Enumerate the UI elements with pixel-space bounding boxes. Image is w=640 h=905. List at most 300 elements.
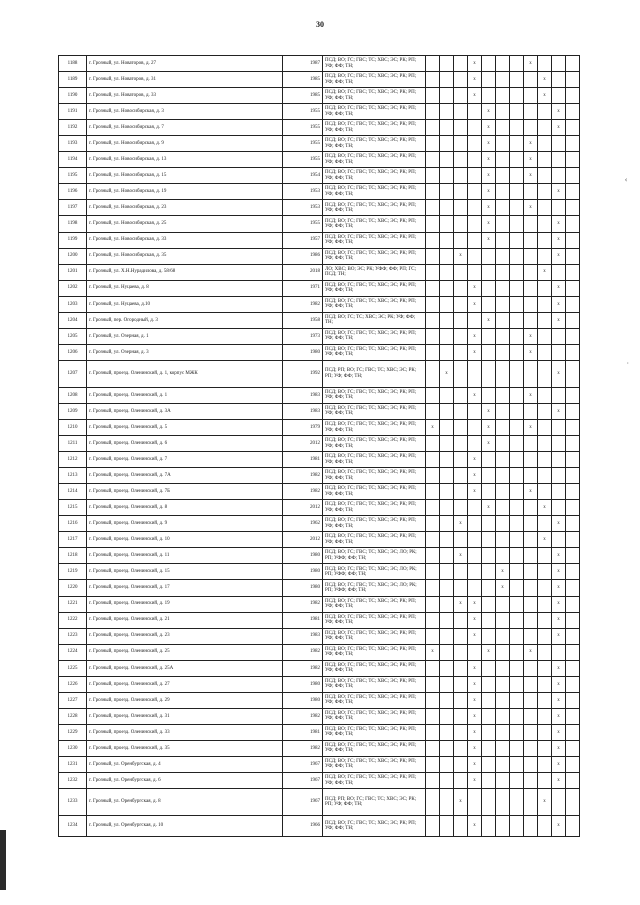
- period-mark-cell: [566, 532, 580, 548]
- period-mark-cell: [524, 452, 538, 468]
- period-mark-cell: [524, 264, 538, 280]
- works-list-cell: ПСД; ВО; ГС; ГВС; ТС; ХВС; ЭС; РК; РП; УФ; ФФ; ТН;: [323, 387, 426, 403]
- works-list-cell: ПСД; ВО; ГС; ГВС; ТС; ХВС; ЭС; ЛО; РК; РП; УФФ; ФФ; ТН;: [323, 564, 426, 580]
- year-cell: 1982: [283, 740, 323, 756]
- period-mark-cell: [496, 676, 510, 692]
- period-mark-cell: x: [524, 200, 538, 216]
- row-number-cell: 1234: [59, 816, 87, 837]
- period-mark-cell: x: [468, 280, 482, 296]
- period-mark-cell: [496, 500, 510, 516]
- row-number-cell: 1233: [59, 789, 87, 816]
- period-mark-cell: [510, 532, 524, 548]
- period-mark-cell: [468, 644, 482, 660]
- year-cell: 1955: [283, 104, 323, 120]
- period-mark-cell: [538, 773, 552, 789]
- period-mark-cell: [426, 484, 440, 500]
- period-mark-cell: x: [524, 136, 538, 152]
- period-mark-cell: [510, 216, 524, 232]
- period-mark-cell: [440, 452, 454, 468]
- table-row: [59, 500, 580, 516]
- period-mark-cell: [524, 184, 538, 200]
- works-list-cell: ПСД; ВО; ГС; ГВС; ТС; ХВС; ЭС; ЛО; РК; РП; УФФ; ФФ; ТН;: [323, 580, 426, 596]
- building-registry-table: [58, 55, 580, 837]
- row-number-cell: 1218: [59, 548, 87, 564]
- period-mark-cell: [440, 280, 454, 296]
- period-mark-cell: [566, 248, 580, 264]
- period-mark-cell: [538, 612, 552, 628]
- period-mark-cell: [454, 232, 468, 248]
- year-cell: 2012: [283, 436, 323, 452]
- address-cell: г. Грозный, проезд. Оленинский, д. 8: [87, 500, 283, 516]
- period-mark-cell: [440, 816, 454, 837]
- table-row: [59, 724, 580, 740]
- period-mark-cell: [440, 740, 454, 756]
- period-mark-cell: x: [482, 419, 496, 435]
- table-row: [59, 628, 580, 644]
- period-mark-cell: [538, 120, 552, 136]
- period-mark-cell: [538, 724, 552, 740]
- period-mark-cell: [552, 344, 566, 360]
- period-mark-cell: x: [468, 756, 482, 772]
- row-number-cell: 1192: [59, 120, 87, 136]
- period-mark-cell: [426, 452, 440, 468]
- works-list-cell: ПСД; ВО; ГС; ГВС; ТС; ХВС; ЭС; РК; РП; УФ; ФФ; ТН;: [323, 56, 426, 72]
- period-mark-cell: [524, 120, 538, 136]
- year-cell: 1953: [283, 200, 323, 216]
- period-mark-cell: [496, 660, 510, 676]
- period-mark-cell: x: [524, 168, 538, 184]
- period-mark-cell: x: [468, 72, 482, 88]
- period-mark-cell: [552, 532, 566, 548]
- period-mark-cell: x: [482, 403, 496, 419]
- period-mark-cell: [482, 692, 496, 708]
- year-cell: 1953: [283, 184, 323, 200]
- period-mark-cell: [524, 296, 538, 312]
- period-mark-cell: x: [538, 789, 552, 816]
- period-mark-cell: [440, 104, 454, 120]
- period-mark-cell: [552, 136, 566, 152]
- period-mark-cell: [510, 452, 524, 468]
- year-cell: 1980: [283, 564, 323, 580]
- row-number-cell: 1200: [59, 248, 87, 264]
- year-cell: 1982: [283, 596, 323, 612]
- works-list-cell: ПСД; ВО; ГС; ГВС; ТС; ХВС; ЭС; РК; РП; УФ; ФФ; ТН;: [323, 436, 426, 452]
- year-cell: 1982: [283, 484, 323, 500]
- year-cell: 1982: [283, 708, 323, 724]
- period-mark-cell: [468, 436, 482, 452]
- period-mark-cell: x: [538, 264, 552, 280]
- period-mark-cell: [566, 184, 580, 200]
- works-list-cell: ПСД; ВО; ГС; ГВС; ТС; ХВС; ЭС; РК; РП; УФ; ФФ; ТН;: [323, 152, 426, 168]
- period-mark-cell: [426, 500, 440, 516]
- period-mark-cell: x: [454, 248, 468, 264]
- address-cell: г. Грозный, ул. Озерная, д. 1: [87, 328, 283, 344]
- period-mark-cell: x: [468, 468, 482, 484]
- period-mark-cell: [426, 344, 440, 360]
- period-mark-cell: [552, 789, 566, 816]
- period-mark-cell: [440, 264, 454, 280]
- period-mark-cell: [566, 232, 580, 248]
- period-mark-cell: x: [468, 88, 482, 104]
- period-mark-cell: x: [468, 484, 482, 500]
- period-mark-cell: [496, 484, 510, 500]
- period-mark-cell: [496, 644, 510, 660]
- period-mark-cell: [510, 436, 524, 452]
- period-mark-cell: x: [538, 72, 552, 88]
- period-mark-cell: [426, 564, 440, 580]
- period-mark-cell: [454, 360, 468, 387]
- period-mark-cell: x: [552, 216, 566, 232]
- period-mark-cell: [496, 612, 510, 628]
- row-number-cell: 1224: [59, 644, 87, 660]
- period-mark-cell: x: [552, 120, 566, 136]
- period-mark-cell: [524, 692, 538, 708]
- address-cell: г. Грозный, ул. Новосибирская, д. 13: [87, 152, 283, 168]
- period-mark-cell: [440, 216, 454, 232]
- table-row: [59, 740, 580, 756]
- period-mark-cell: [524, 360, 538, 387]
- period-mark-cell: [482, 789, 496, 816]
- period-mark-cell: [468, 532, 482, 548]
- period-mark-cell: [552, 264, 566, 280]
- period-mark-cell: [482, 580, 496, 596]
- period-mark-cell: [440, 403, 454, 419]
- address-cell: г. Грозный, проезд. Оленинский, д. 9: [87, 516, 283, 532]
- period-mark-cell: [510, 724, 524, 740]
- period-mark-cell: [454, 644, 468, 660]
- period-mark-cell: [524, 72, 538, 88]
- works-list-cell: ПСД; ВО; ГС; ГВС; ТС; ХВС; ЭС; РК; РП; УФ; ФФ; ТН;: [323, 216, 426, 232]
- year-cell: 1983: [283, 387, 323, 403]
- row-number-cell: 1230: [59, 740, 87, 756]
- year-cell: 1980: [283, 580, 323, 596]
- period-mark-cell: [524, 436, 538, 452]
- period-mark-cell: [426, 88, 440, 104]
- period-mark-cell: [510, 387, 524, 403]
- period-mark-cell: [538, 516, 552, 532]
- period-mark-cell: [468, 136, 482, 152]
- period-mark-cell: [454, 708, 468, 724]
- year-cell: 1979: [283, 419, 323, 435]
- table-row: [59, 280, 580, 296]
- row-number-cell: 1190: [59, 88, 87, 104]
- period-mark-cell: [454, 200, 468, 216]
- row-number-cell: 1213: [59, 468, 87, 484]
- period-mark-cell: [482, 296, 496, 312]
- address-cell: г. Грозный, ул. Оренбургская, д. 10: [87, 816, 283, 837]
- works-list-cell: ПСД; ВО; ГС; ГВС; ТС; ХВС; ЭС; РК; РП; УФ; ФФ; ТН;: [323, 280, 426, 296]
- period-mark-cell: [510, 72, 524, 88]
- period-mark-cell: x: [482, 120, 496, 136]
- row-number-cell: 1221: [59, 596, 87, 612]
- row-number-cell: 1197: [59, 200, 87, 216]
- row-number-cell: 1229: [59, 724, 87, 740]
- period-mark-cell: [552, 484, 566, 500]
- period-mark-cell: [496, 516, 510, 532]
- period-mark-cell: [566, 789, 580, 816]
- year-cell: 1982: [283, 644, 323, 660]
- period-mark-cell: [426, 56, 440, 72]
- address-cell: г. Грозный, проезд. Оленинский, д. 10: [87, 532, 283, 548]
- period-mark-cell: x: [468, 328, 482, 344]
- address-cell: г. Грозный, проезд. Оленинский, д. 7Б: [87, 484, 283, 500]
- row-number-cell: 1199: [59, 232, 87, 248]
- works-list-cell: ПСД; ВО; ГС; ГВС; ТС; ХВС; ЭС; РК; РП; УФ; ФФ; ТН;: [323, 532, 426, 548]
- period-mark-cell: [440, 72, 454, 88]
- period-mark-cell: x: [552, 580, 566, 596]
- year-cell: 1986: [283, 248, 323, 264]
- period-mark-cell: [566, 628, 580, 644]
- period-mark-cell: x: [552, 628, 566, 644]
- period-mark-cell: x: [552, 692, 566, 708]
- period-mark-cell: [454, 184, 468, 200]
- period-mark-cell: [426, 756, 440, 772]
- period-mark-cell: [496, 724, 510, 740]
- period-mark-cell: [426, 516, 440, 532]
- period-mark-cell: [482, 773, 496, 789]
- period-mark-cell: [440, 136, 454, 152]
- period-mark-cell: [538, 676, 552, 692]
- period-mark-cell: [482, 264, 496, 280]
- scan-edge-mark: ·: [626, 360, 630, 367]
- period-mark-cell: [440, 789, 454, 816]
- period-mark-cell: [510, 484, 524, 500]
- row-number-cell: 1220: [59, 580, 87, 596]
- period-mark-cell: [468, 104, 482, 120]
- period-mark-cell: [426, 120, 440, 136]
- period-mark-cell: x: [468, 660, 482, 676]
- period-mark-cell: [440, 436, 454, 452]
- period-mark-cell: [538, 56, 552, 72]
- period-mark-cell: [468, 403, 482, 419]
- year-cell: 1955: [283, 120, 323, 136]
- period-mark-cell: [552, 419, 566, 435]
- works-list-cell: ПСД; ВО; ГС; ГВС; ТС; ХВС; ЭС; РК; РП; УФ; ФФ; ТН;: [323, 816, 426, 837]
- period-mark-cell: [426, 387, 440, 403]
- period-mark-cell: [482, 708, 496, 724]
- table-row: [59, 88, 580, 104]
- year-cell: 1955: [283, 136, 323, 152]
- address-cell: г. Грозный, проезд. Оленинский, д. 1: [87, 387, 283, 403]
- period-mark-cell: [538, 816, 552, 837]
- period-mark-cell: [524, 88, 538, 104]
- period-mark-cell: [566, 436, 580, 452]
- year-cell: 1982: [283, 468, 323, 484]
- year-cell: 1981: [283, 724, 323, 740]
- year-cell: 1971: [283, 280, 323, 296]
- table-row: [59, 644, 580, 660]
- period-mark-cell: x: [552, 248, 566, 264]
- period-mark-cell: [510, 676, 524, 692]
- period-mark-cell: [440, 516, 454, 532]
- period-mark-cell: [426, 296, 440, 312]
- row-number-cell: 1210: [59, 419, 87, 435]
- works-list-cell: ПСД; ВО; ГС; ГВС; ТС; ХВС; ЭС; РК; РП; УФ; ФФ; ТН;: [323, 516, 426, 532]
- period-mark-cell: [482, 468, 496, 484]
- period-mark-cell: x: [468, 596, 482, 612]
- period-mark-cell: x: [496, 564, 510, 580]
- row-number-cell: 1216: [59, 516, 87, 532]
- period-mark-cell: [538, 200, 552, 216]
- year-cell: 1980: [283, 548, 323, 564]
- period-mark-cell: [566, 452, 580, 468]
- works-list-cell: ПСД; ВО; ГС; ГВС; ТС; ХВС; ЭС; РК; РП; УФ; ФФ; ТН;: [323, 740, 426, 756]
- period-mark-cell: [454, 612, 468, 628]
- period-mark-cell: [566, 484, 580, 500]
- period-mark-cell: [538, 360, 552, 387]
- table-row: [59, 596, 580, 612]
- period-mark-cell: [566, 280, 580, 296]
- period-mark-cell: [468, 232, 482, 248]
- period-mark-cell: [482, 564, 496, 580]
- period-mark-cell: [510, 232, 524, 248]
- period-mark-cell: [426, 136, 440, 152]
- works-list-cell: ПСД; ВО; ГС; ГВС; ТС; ХВС; ЭС; РК; РП; УФ; ФФ; ТН;: [323, 612, 426, 628]
- period-mark-cell: x: [524, 419, 538, 435]
- period-mark-cell: [440, 387, 454, 403]
- period-mark-cell: [566, 104, 580, 120]
- address-cell: г. Грозный, ул. Новосибирская, д. 19: [87, 184, 283, 200]
- works-list-cell: ПСД; ВО; ГС; ГВС; ТС; ХВС; ЭС; РК; РП; УФ; ФФ; ТН;: [323, 628, 426, 644]
- period-mark-cell: [426, 660, 440, 676]
- address-cell: г. Грозный, ул. Оренбургская, д. 4: [87, 756, 283, 772]
- period-mark-cell: [538, 628, 552, 644]
- period-mark-cell: [482, 72, 496, 88]
- period-mark-cell: x: [482, 184, 496, 200]
- period-mark-cell: x: [482, 312, 496, 328]
- period-mark-cell: [566, 403, 580, 419]
- period-mark-cell: [524, 580, 538, 596]
- period-mark-cell: [496, 232, 510, 248]
- period-mark-cell: [496, 436, 510, 452]
- period-mark-cell: [552, 452, 566, 468]
- year-cell: 1967: [283, 756, 323, 772]
- period-mark-cell: [468, 200, 482, 216]
- period-mark-cell: [454, 120, 468, 136]
- table-row: [59, 168, 580, 184]
- period-mark-cell: [454, 328, 468, 344]
- period-mark-cell: [440, 596, 454, 612]
- period-mark-cell: [496, 708, 510, 724]
- period-mark-cell: [426, 596, 440, 612]
- year-cell: 1980: [283, 692, 323, 708]
- row-number-cell: 1223: [59, 628, 87, 644]
- table-row: [59, 532, 580, 548]
- period-mark-cell: [538, 756, 552, 772]
- address-cell: г. Грозный, проезд. Оленинский, д. 31: [87, 708, 283, 724]
- period-mark-cell: [510, 152, 524, 168]
- period-mark-cell: [510, 264, 524, 280]
- period-mark-cell: [496, 789, 510, 816]
- year-cell: 1980: [283, 344, 323, 360]
- year-cell: 2012: [283, 532, 323, 548]
- address-cell: г. Грозный, проезд. Оленинский, д. 1, корпус МЖК: [87, 360, 283, 387]
- table-row: [59, 120, 580, 136]
- year-cell: 1958: [283, 312, 323, 328]
- period-mark-cell: x: [468, 387, 482, 403]
- period-mark-cell: x: [552, 280, 566, 296]
- table-row: [59, 56, 580, 72]
- period-mark-cell: [496, 628, 510, 644]
- period-mark-cell: [524, 789, 538, 816]
- period-mark-cell: [552, 72, 566, 88]
- period-mark-cell: [538, 387, 552, 403]
- period-mark-cell: [468, 500, 482, 516]
- table-row: [59, 612, 580, 628]
- period-mark-cell: [538, 660, 552, 676]
- period-mark-cell: [440, 724, 454, 740]
- period-mark-cell: [440, 676, 454, 692]
- period-mark-cell: [538, 328, 552, 344]
- period-mark-cell: [468, 120, 482, 136]
- row-number-cell: 1228: [59, 708, 87, 724]
- period-mark-cell: [496, 120, 510, 136]
- address-cell: г. Грозный, ул. Оренбургская, д. 8: [87, 789, 283, 816]
- period-mark-cell: [426, 403, 440, 419]
- table-row: [59, 152, 580, 168]
- period-mark-cell: [482, 612, 496, 628]
- period-mark-cell: [454, 436, 468, 452]
- works-list-cell: ПСД; ВО; ГС; ГВС; ТС; ХВС; ЭС; РК; РП; УФ; ФФ; ТН;: [323, 484, 426, 500]
- year-cell: 1967: [283, 789, 323, 816]
- period-mark-cell: [510, 692, 524, 708]
- period-mark-cell: [426, 468, 440, 484]
- period-mark-cell: [496, 816, 510, 837]
- row-number-cell: 1198: [59, 216, 87, 232]
- table-row: [59, 419, 580, 435]
- period-mark-cell: [496, 692, 510, 708]
- works-list-cell: ПСД; ВО; ГС; ГВС; ТС; ХВС; ЭС; РК; РП; УФ; ФФ; ТН;: [323, 596, 426, 612]
- period-mark-cell: x: [524, 152, 538, 168]
- period-mark-cell: [440, 756, 454, 772]
- period-mark-cell: [496, 248, 510, 264]
- period-mark-cell: x: [552, 756, 566, 772]
- year-cell: 1957: [283, 232, 323, 248]
- address-cell: г. Грозный, проезд. Оленинский, д. 6: [87, 436, 283, 452]
- row-number-cell: 1219: [59, 564, 87, 580]
- period-mark-cell: [566, 596, 580, 612]
- period-mark-cell: [566, 312, 580, 328]
- period-mark-cell: x: [524, 644, 538, 660]
- period-mark-cell: [426, 773, 440, 789]
- scan-edge-mark: ‹: [624, 176, 629, 184]
- period-mark-cell: x: [454, 516, 468, 532]
- period-mark-cell: [510, 344, 524, 360]
- period-mark-cell: [510, 580, 524, 596]
- period-mark-cell: [538, 168, 552, 184]
- works-list-cell: ПСД; ВО; ГС; ГВС; ТС; ХВС; ЭС; РК; РП; УФ; ФФ; ТН;: [323, 452, 426, 468]
- period-mark-cell: [566, 419, 580, 435]
- works-list-cell: ПСД; ВО; ГС; ГВС; ТС; ХВС; ЭС; РК; РП; УФ; ФФ; ТН;: [323, 136, 426, 152]
- period-mark-cell: [482, 816, 496, 837]
- registry-body: [59, 56, 580, 837]
- row-number-cell: 1196: [59, 184, 87, 200]
- period-mark-cell: [510, 773, 524, 789]
- period-mark-cell: [496, 532, 510, 548]
- period-mark-cell: [496, 280, 510, 296]
- row-number-cell: 1205: [59, 328, 87, 344]
- period-mark-cell: [468, 184, 482, 200]
- year-cell: 1981: [283, 612, 323, 628]
- address-cell: г. Грозный, проезд. Оленинский, д. 35: [87, 740, 283, 756]
- period-mark-cell: [426, 152, 440, 168]
- period-mark-cell: [510, 708, 524, 724]
- period-mark-cell: [468, 580, 482, 596]
- table-row: [59, 104, 580, 120]
- period-mark-cell: x: [552, 773, 566, 789]
- table-row: [59, 387, 580, 403]
- period-mark-cell: [566, 644, 580, 660]
